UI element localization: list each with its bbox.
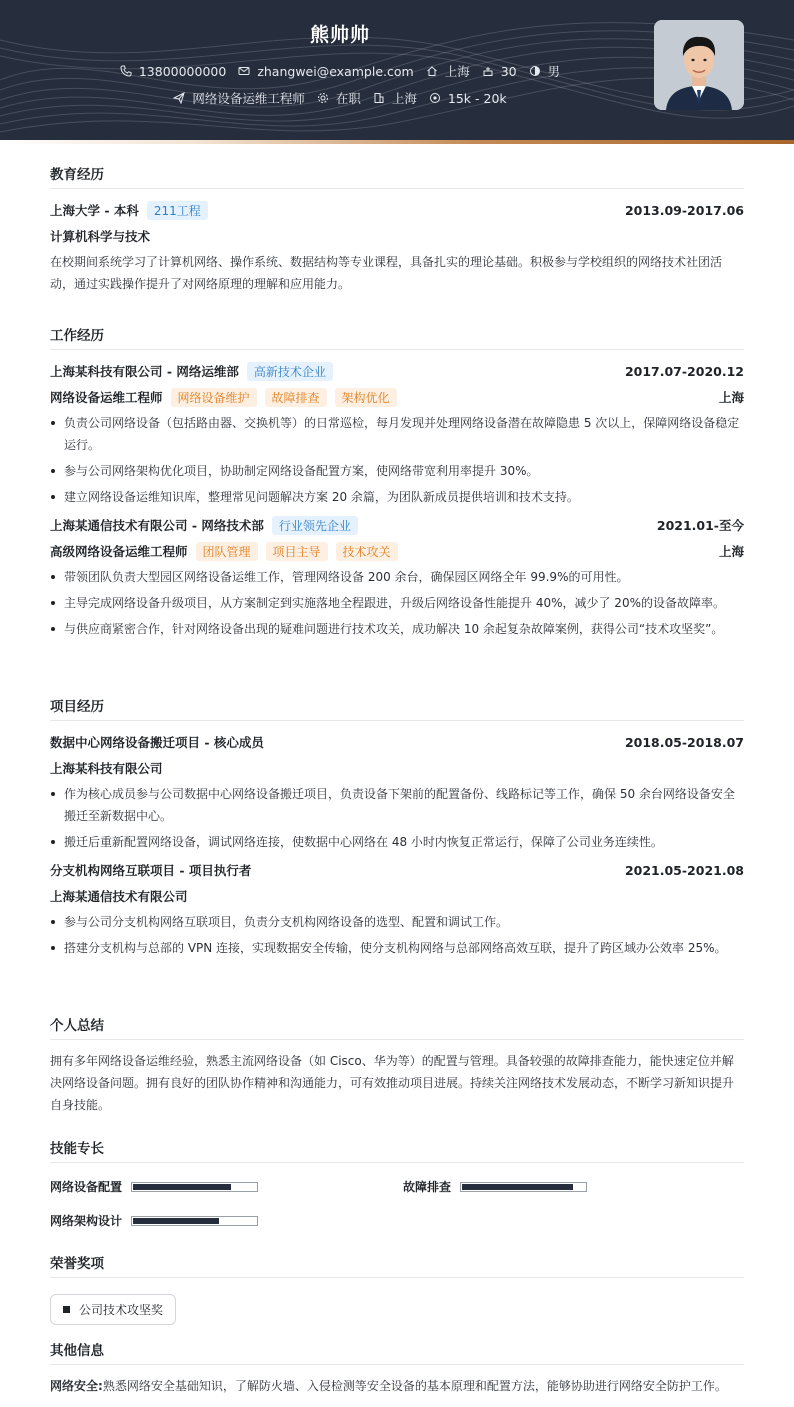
building-icon (373, 92, 385, 104)
skill-tag: 架构优化 (335, 388, 397, 407)
work-city-text: 上海 (391, 91, 417, 106)
job-location: 上海 (718, 390, 744, 405)
send-icon (173, 92, 185, 104)
gear-icon (317, 92, 329, 104)
skill-fill (462, 1184, 573, 1190)
role-row (50, 540, 744, 562)
status-text: 在职 (335, 91, 361, 106)
bullet-item: 参与公司网络架构优化项目，协助制定网络设备配置方案，使网络带宽利用率提升 30%。 (50, 460, 744, 482)
square-bullet-icon (63, 1306, 70, 1313)
salary-text: 15k - 20k (447, 90, 507, 106)
bullet-item: 与供应商紧密合作，针对网络设备出现的疑难问题进行技术攻关，成功解决 10 余起复杂故障案例，获得公司“技术攻坚奖”。 (50, 618, 744, 640)
project-company: 上海某科技有限公司 (50, 761, 163, 776)
work-bullets (50, 566, 744, 640)
skill-fill (133, 1218, 219, 1224)
awards-section (50, 1252, 744, 1325)
salary-info (429, 91, 507, 106)
skill-bar (131, 1182, 258, 1192)
position-info (173, 89, 305, 107)
project-bullets (50, 783, 744, 853)
project-date: 2021.05-2021.08 (624, 862, 744, 878)
bullet-item: 作为核心成员参与公司数据中心网络设备搬迁项目，负责设备下架前的配置备份、线路标记等工作，确保 50 余台网络设备安全搬迁至新数据中心。 (50, 783, 744, 827)
work-date: 2021.01-至今 (656, 518, 744, 533)
company-tag: 行业领先企业 (272, 516, 358, 535)
skill-tag: 故障排查 (265, 388, 327, 407)
contact-row (0, 62, 680, 80)
project-name: 分支机构网络互联项目 - 项目执行者 (50, 863, 252, 878)
project-entry (50, 859, 744, 959)
skill-item (403, 1178, 587, 1195)
portrait-illustration (654, 20, 744, 110)
project-company-row (50, 757, 744, 779)
skill-fill (133, 1184, 231, 1190)
skill-tag: 项目主导 (266, 542, 328, 561)
age-info (482, 64, 517, 79)
company-name: 上海某通信技术有限公司 - 网络技术部 (50, 518, 264, 533)
work-section (50, 324, 744, 644)
header-accent-bar (0, 140, 794, 144)
bullet-item: 搬迁后重新配置网络设备，调试网络连接，使数据中心网络在 48 小时内恢复正常运行，保障了公司业务连续性。 (50, 831, 744, 853)
job-intent-row (0, 89, 680, 107)
project-company: 上海某通信技术有限公司 (50, 889, 188, 904)
job-title: 网络设备运维工程师 (50, 390, 163, 405)
skill-tag: 技术攻关 (336, 542, 398, 561)
resume-header (0, 0, 794, 142)
work-header-row (50, 360, 744, 382)
award-badge (50, 1294, 176, 1325)
other-info (50, 1375, 744, 1397)
section-title: 教育经历 (50, 163, 744, 189)
company-tag: 高新技术企业 (247, 362, 333, 381)
job-location: 上海 (718, 544, 744, 559)
gender-info (529, 62, 561, 80)
bullet-item: 负责公司网络设备（包括路由器、交换机等）的日常巡检，每月发现并处理网络设备潜在故障隐患 5 次以上，保障网络设备稳定运行。 (50, 412, 744, 456)
phone-info (120, 64, 226, 79)
section-title: 其他信息 (50, 1339, 744, 1365)
projects-section (50, 695, 744, 963)
major-name: 计算机科学与技术 (50, 229, 151, 244)
section-title: 工作经历 (50, 324, 744, 350)
bullet-item: 参与公司分支机构网络互联项目，负责分支机构网络设备的选型、配置和调试工作。 (50, 911, 744, 933)
section-title: 个人总结 (50, 1014, 744, 1040)
cake-icon (482, 65, 494, 77)
project-header-row (50, 859, 744, 881)
skill-bar (131, 1216, 258, 1226)
other-text: 熟悉网络安全基础知识，了解防火墙、入侵检测等安全设备的基本原理和配置方法，能够协助进行网络安全防护工作。 (102, 1379, 727, 1393)
mail-icon (238, 65, 250, 77)
work-bullets (50, 412, 744, 508)
work-date: 2017.07-2020.12 (624, 363, 744, 379)
award-name: 公司技术攻坚奖 (79, 1303, 164, 1317)
work-entry (50, 360, 744, 508)
education-section (50, 163, 744, 295)
work-header-row (50, 514, 744, 536)
gender-text: 男 (547, 64, 561, 79)
city-text: 上海 (444, 64, 470, 79)
summary-text: 拥有多年网络设备运维经验，熟悉主流网络设备（如 Cisco、华为等）的配置与管理。具备较强的故障排查能力，能快速定位并解决网络设备问题。拥有良好的团队协作精神和沟通能力，可有效推动项目进展。持续关注网络技术发展动态，不断学习新知识提升自身技能。 (50, 1054, 735, 1112)
project-entry (50, 731, 744, 853)
skill-name: 故障排查 (403, 1180, 452, 1194)
bullet-item: 建立网络设备运维知识库，整理常见问题解决方案 20 余篇，为团队新成员提供培训和技术支持。 (50, 486, 744, 508)
bullet-item: 带领团队负责大型园区网络设备运维工作，管理网络设备 200 余台，确保园区网络全年 99.9%的可用性。 (50, 566, 744, 588)
position-text: 网络设备运维工程师 (192, 91, 305, 106)
skill-name: 网络架构设计 (50, 1214, 123, 1228)
education-header-row (50, 199, 744, 221)
email-info (238, 64, 413, 79)
phone-icon (120, 65, 132, 77)
school-name: 上海大学 - 本科 (50, 203, 139, 218)
work-entry (50, 514, 744, 640)
candidate-name: 熊帅帅 (309, 24, 370, 46)
bullet-item: 主导完成网络设备升级项目，从方案制定到实施落地全程跟进，升级后网络设备性能提升 40%，减少了 20%的设备故障率。 (50, 592, 744, 614)
project-name: 数据中心网络设备搬迁项目 - 核心成员 (50, 735, 264, 750)
job-title: 高级网络设备运维工程师 (50, 544, 188, 559)
summary-section (50, 1014, 744, 1116)
project-header-row (50, 731, 744, 753)
skill-tag: 团队管理 (196, 542, 258, 561)
skill-bar (460, 1182, 587, 1192)
home-icon (426, 65, 438, 77)
work-city-info (373, 89, 417, 107)
project-bullets (50, 911, 744, 959)
section-title: 技能专长 (50, 1137, 744, 1163)
age-text: 30 (500, 63, 517, 79)
gender-icon (529, 65, 541, 77)
project-date: 2018.05-2018.07 (624, 734, 744, 750)
role-row (50, 386, 744, 408)
email-text: zhangwei@example.com (257, 63, 414, 79)
status-info (317, 89, 361, 107)
company-name: 上海某科技有限公司 - 网络运维部 (50, 364, 239, 379)
section-title: 项目经历 (50, 695, 744, 721)
phone-text: 13800000000 (138, 63, 227, 79)
bullet-item: 搭建分支机构与总部的 VPN 连接，实现数据安全传输，使分支机构网络与总部网络高效互联，提升了跨区域办公效率 25%。 (50, 937, 744, 959)
skill-name: 网络设备配置 (50, 1180, 123, 1194)
major-row (50, 225, 744, 247)
other-label: 网络安全: (50, 1379, 103, 1393)
school-tag: 211工程 (147, 201, 208, 220)
profile-photo (654, 20, 744, 110)
city-info (426, 62, 470, 80)
skill-item (50, 1212, 258, 1229)
other-section (50, 1339, 744, 1397)
education-description: 在校期间系统学习了计算机网络、操作系统、数据结构等专业课程，具备扎实的理论基础。积极参与学校组织的网络技术社团活动，通过实践操作提升了对网络原理的理解和应用能力。 (50, 255, 723, 291)
education-date: 2013.09-2017.06 (624, 202, 744, 218)
coin-icon (429, 92, 441, 104)
section-title: 荣誉奖项 (50, 1252, 744, 1278)
skill-item (50, 1178, 258, 1195)
skill-tag: 网络设备维护 (171, 388, 257, 407)
project-company-row (50, 885, 744, 907)
